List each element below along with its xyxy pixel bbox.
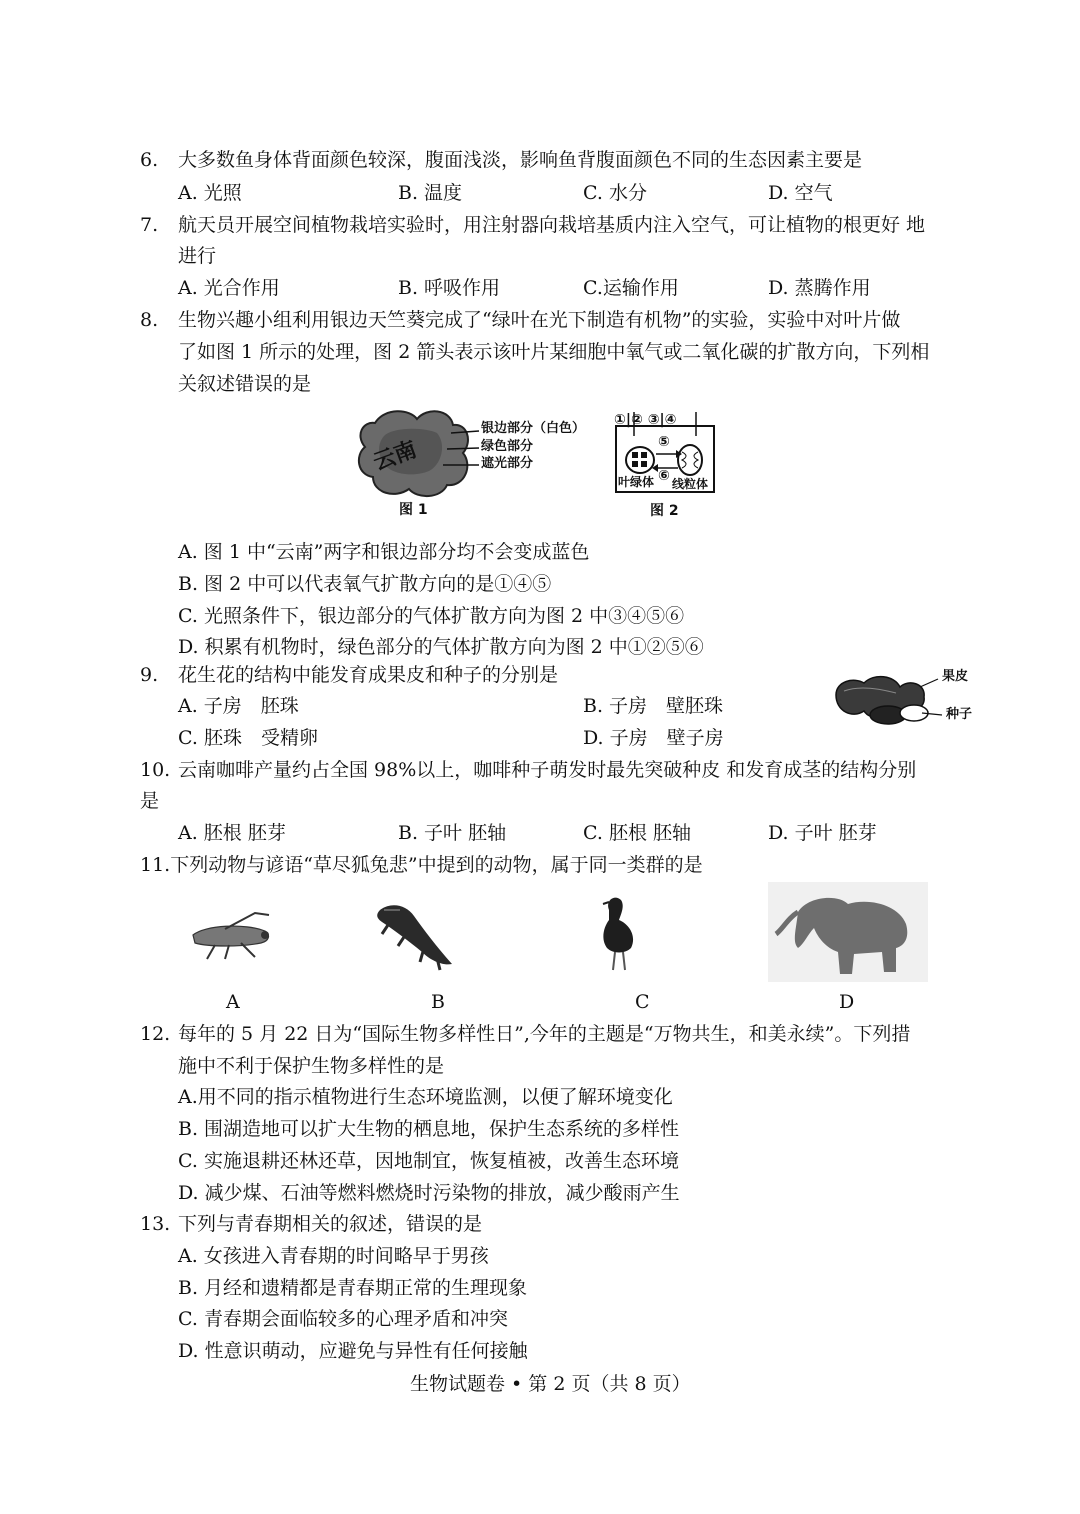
q6-number: 6.	[140, 149, 159, 171]
q7-option-d: D. 蒸腾作用	[768, 277, 871, 299]
figure-2-cell	[612, 410, 722, 520]
q8-option-a: A. 图 1 中“云南”两字和银边部分均不会变成蓝色	[178, 541, 590, 563]
q12-option-b: B. 围湖造地可以扩大生物的栖息地，保护生态系统的多样性	[178, 1118, 680, 1140]
q10-stem-line2: 是	[140, 790, 160, 812]
q6-option-c: C. 水分	[583, 182, 647, 204]
fig2-arrow6-label: ⑥	[658, 468, 670, 484]
q6-option-d: D. 空气	[768, 182, 833, 204]
q6-option-a: A. 光照	[178, 182, 242, 204]
q9-option-d: D. 子房 壁子房	[583, 727, 724, 749]
q8-stem-line1: 生物兴趣小组利用银边天竺葵完成了“绿叶在光下制造有机物”的实验，实验中对叶片做	[178, 309, 901, 331]
q7-option-b: B. 呼吸作用	[398, 277, 501, 299]
q10-option-c: C. 胚根 胚轴	[583, 822, 691, 844]
fig1-label-silver-edge: 银边部分（白色）	[481, 421, 586, 436]
q13-option-b: B. 月经和遗精都是青春期正常的生理现象	[178, 1277, 528, 1299]
q12-stem-line1: 每年的 5 月 22 日为“国际生物多样性日”,今年的主题是“万物共生，和美永续”。下列措	[178, 1023, 911, 1045]
q11-stem: 11.下列动物与谚语“草尽狐兔悲”中提到的动物，属于同一类群的是	[140, 854, 703, 876]
peanut-label-pericarp: 果皮	[942, 669, 969, 684]
fig2-caption: 图 2	[650, 503, 679, 519]
q12-number: 12.	[140, 1023, 171, 1045]
q8-option-c: C. 光照条件下，银边部分的气体扩散方向为图 2 中③④⑤⑥	[178, 605, 685, 627]
elephant-image	[768, 882, 928, 982]
q9-option-c: C. 胚珠 受精卵	[178, 727, 318, 749]
q11-label-d: D	[839, 991, 855, 1013]
q10-option-a: A. 胚根 胚芽	[178, 822, 286, 844]
q13-option-c: C. 青春期会面临较多的心理矛盾和冲突	[178, 1308, 508, 1330]
q7-stem-line2: 进行	[178, 245, 217, 267]
q9-option-a: A. 子房 胚珠	[178, 695, 299, 717]
fig2-top-labels: ①|② ③|④	[614, 412, 677, 428]
q6-stem: 大多数鱼身体背面颜色较深，腹面浅淡，影响鱼背腹面颜色不同的生态因素主要是	[178, 149, 863, 171]
peanut-figure	[830, 665, 990, 735]
q9-stem: 花生花的结构中能发育成果皮和种子的分别是	[178, 664, 559, 686]
q11-label-a: A	[226, 991, 240, 1013]
q8-number: 8.	[140, 309, 159, 331]
q7-number: 7.	[140, 214, 159, 236]
leaf-text: 云南	[369, 436, 421, 476]
fig2-arrow5-label: ⑤	[658, 434, 670, 450]
q12-option-d: D. 减少煤、石油等燃料燃烧时污染物的排放，减少酸雨产生	[178, 1182, 680, 1204]
q8-option-d: D. 积累有机物时，绿色部分的气体扩散方向为图 2 中①②⑤⑥	[178, 636, 704, 658]
q12-option-a: A.用不同的指示植物进行生态环境监测，以便了解环境变化	[178, 1086, 673, 1108]
q10-stem-line1: 云南咖啡产量约占全国 98%以上，咖啡种子萌发时最先突破种皮 和发育成茎的结构分别	[178, 759, 917, 781]
q10-option-b: B. 子叶 胚轴	[398, 822, 507, 844]
q7-option-a: A. 光合作用	[178, 277, 280, 299]
grasshopper-image	[185, 905, 285, 965]
peanut-illustration	[830, 665, 950, 730]
pheasant-image	[595, 890, 645, 975]
peanut-label-seed: 种子	[946, 707, 973, 722]
crocodile-image	[370, 890, 460, 975]
fig1-label-green: 绿色部分	[481, 439, 534, 454]
q12-option-c: C. 实施退耕还林还草，因地制宜，恢复植被，改善生态环境	[178, 1150, 679, 1172]
q8-option-b: B. 图 2 中可以代表氧气扩散方向的是①④⑤	[178, 573, 552, 595]
q10-number: 10.	[140, 759, 171, 781]
fig2-chloroplast-label: 叶绿体	[618, 475, 655, 489]
fig1-label-shaded: 遮光部分	[481, 456, 534, 471]
q10-option-d: D. 子叶 胚芽	[768, 822, 877, 844]
fig1-caption: 图 1	[399, 502, 428, 518]
q13-number: 13.	[140, 1213, 171, 1235]
fig2-mitochondrion-label: 线粒体	[672, 477, 709, 491]
q8-stem-line2: 了如图 1 所示的处理，图 2 箭头表示该叶片某细胞中氧气或二氧化碳的扩散方向，下列相	[178, 341, 930, 363]
q11-label-c: C	[635, 991, 650, 1013]
q6-option-b: B. 温度	[398, 182, 463, 204]
q7-stem-line1: 航天员开展空间植物栽培实验时，用注射器向栽培基质内注入空气，可让植物的根更好 地	[178, 214, 926, 236]
q9-number: 9.	[140, 664, 159, 686]
figure-1-leaf	[355, 405, 595, 520]
q13-stem: 下列与青春期相关的叙述，错误的是	[178, 1213, 483, 1235]
q13-option-d: D. 性意识萌动，应避免与异性有任何接触	[178, 1340, 528, 1362]
q12-stem-line2: 施中不利于保护生物多样性的是	[178, 1055, 445, 1077]
page-footer: 生物试题卷 • 第 2 页（共 8 页）	[410, 1373, 691, 1395]
q8-stem-line3: 关叙述错误的是	[178, 373, 312, 395]
q11-label-b: B	[431, 991, 445, 1013]
q7-option-c: C.运输作用	[583, 277, 679, 299]
q13-option-a: A. 女孩进入青春期的时间略早于男孩	[178, 1245, 489, 1267]
q9-option-b: B. 子房 壁胚珠	[583, 695, 724, 717]
